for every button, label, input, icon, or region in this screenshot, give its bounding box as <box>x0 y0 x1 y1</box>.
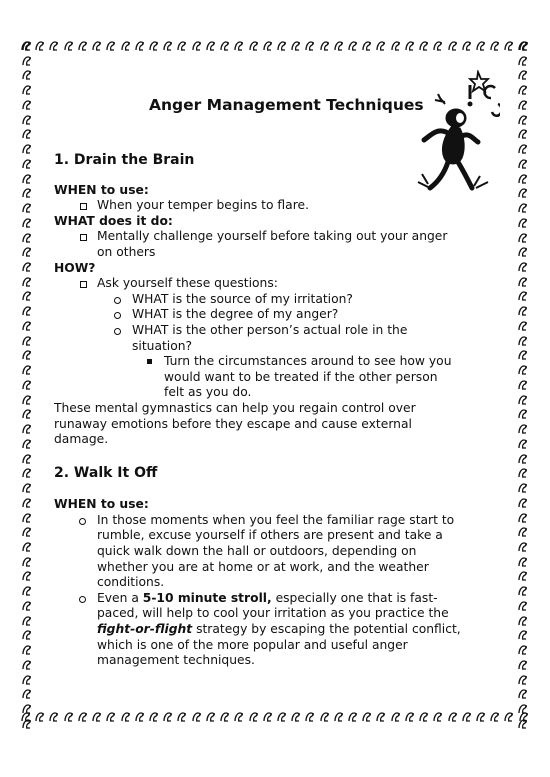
section1-when-label: WHEN to use: <box>54 182 149 197</box>
border-ornament-icon <box>517 217 529 229</box>
border-ornament-icon <box>134 711 146 725</box>
border-ornament-icon <box>517 349 529 361</box>
border-ornament-icon <box>333 711 345 725</box>
b2-line4: which is one of the more popular and useful anger <box>97 637 408 652</box>
border-ornament-icon <box>404 40 416 54</box>
border-ornament-icon <box>162 711 174 725</box>
border-ornament-icon <box>105 40 117 54</box>
border-ornament-icon <box>517 585 529 597</box>
border-ornament-icon <box>21 703 33 715</box>
border-ornament-icon <box>21 158 33 170</box>
b2-emph: fight-or-flight <box>97 622 193 637</box>
border-ornament-icon <box>21 688 33 700</box>
border-ornament-icon <box>21 629 33 641</box>
border-ornament-icon <box>21 246 33 258</box>
border-ornament-icon <box>517 84 529 96</box>
border-ornament-icon <box>21 526 33 538</box>
border-ornament-icon <box>21 276 33 288</box>
border-ornament-icon <box>517 541 529 553</box>
border-ornament-icon <box>447 40 459 54</box>
question-2: WHAT is the degree of my anger? <box>112 307 464 323</box>
border-ornament-icon <box>517 615 529 627</box>
border-ornament-icon <box>21 394 33 406</box>
b2-line2: paced, will help to cool your irritation as you practice the <box>97 606 449 621</box>
border-ornament-icon <box>21 600 33 612</box>
border-ornament-icon <box>21 202 33 214</box>
border-ornament-icon <box>63 711 75 725</box>
border-ornament-icon <box>21 541 33 553</box>
border-ornament-icon <box>21 99 33 111</box>
border-ornament-icon <box>233 40 245 54</box>
border-ornament-icon <box>517 467 529 479</box>
border-ornament-icon <box>21 408 33 420</box>
b2-post: especially one that is fast- <box>271 590 438 605</box>
border-ornament-icon <box>461 711 473 725</box>
b2-line5: management techniques. <box>97 653 255 668</box>
border-ornament-icon <box>517 497 529 509</box>
border-ornament-icon <box>21 644 33 656</box>
border-ornament-icon <box>21 128 33 140</box>
border-ornament-icon <box>233 711 245 725</box>
section2-bullet-2 <box>77 591 464 669</box>
border-ornament-icon <box>489 40 501 54</box>
border-ornament-icon <box>205 711 217 725</box>
border-ornament-icon <box>304 711 316 725</box>
border-ornament-icon <box>517 703 529 715</box>
border-ornament-icon <box>461 40 473 54</box>
border-ornament-icon <box>517 128 529 140</box>
question-3-line2: situation? <box>132 338 193 353</box>
border-ornament-icon <box>517 379 529 391</box>
border-ornament-icon <box>21 674 33 686</box>
border-ornament-icon <box>517 261 529 273</box>
border-ornament-icon <box>21 482 33 494</box>
border-ornament-icon <box>21 379 33 391</box>
border-ornament-icon <box>91 711 103 725</box>
border-ornament-icon <box>517 570 529 582</box>
border-ornament-icon <box>91 40 103 54</box>
border-ornament-icon <box>503 711 515 725</box>
border-ornament-icon <box>517 246 529 258</box>
border-ornament-icon <box>21 69 33 81</box>
border-ornament-icon <box>347 711 359 725</box>
border-ornament-icon <box>517 556 529 568</box>
b1-line4: whether you are at home or at work, and the weather <box>97 559 429 574</box>
border-ornament-icon <box>21 467 33 479</box>
border-ornament-icon <box>517 99 529 111</box>
b2-line3 <box>97 622 464 638</box>
border-ornament-icon <box>517 114 529 126</box>
border-ornament-icon <box>489 711 501 725</box>
section2-bullet-1 <box>77 513 464 591</box>
border-ornament-icon <box>134 40 146 54</box>
border-ornament-icon <box>21 438 33 450</box>
border-ornament-icon <box>48 711 60 725</box>
border-ornament-icon <box>21 659 33 671</box>
section2-when-label: WHEN to use: <box>54 497 149 512</box>
b2-bold: 5-10 minute stroll, <box>142 590 272 605</box>
border-ornament-icon <box>517 482 529 494</box>
border-ornament-icon <box>517 187 529 199</box>
border-ornament-icon <box>375 711 387 725</box>
border-ornament-icon <box>162 40 174 54</box>
b2-line3-post: strategy by escaping the potential conflict, <box>192 622 461 637</box>
border-ornament-icon <box>475 711 487 725</box>
border-ornament-icon <box>191 711 203 725</box>
border-ornament-icon <box>34 40 46 54</box>
b1-line3: quick walk down the hall or outdoors, depending on <box>97 544 417 559</box>
border-ornament-icon <box>21 453 33 465</box>
border-ornament-icon <box>21 335 33 347</box>
border-ornament-icon <box>517 659 529 671</box>
border-ornament-icon <box>517 629 529 641</box>
question-3 <box>112 323 464 354</box>
border-ornament-icon <box>517 55 529 67</box>
border-ornament-icon <box>517 644 529 656</box>
border-ornament-icon <box>120 40 132 54</box>
border-ornament-icon <box>276 711 288 725</box>
section1-when-item: When your temper begins to flare. <box>77 198 464 214</box>
border-ornament-icon <box>517 158 529 170</box>
border-ornament-icon <box>176 711 188 725</box>
section1-how-label: HOW? <box>54 260 96 275</box>
border-bottom <box>20 711 530 725</box>
b2-line1 <box>97 591 464 607</box>
border-ornament-icon <box>319 711 331 725</box>
border-ornament-icon <box>21 615 33 627</box>
b2-pre: Even a <box>97 590 143 605</box>
border-ornament-icon <box>21 320 33 332</box>
border-ornament-icon <box>48 40 60 54</box>
border-ornament-icon <box>517 512 529 524</box>
border-ornament-icon <box>333 40 345 54</box>
border-ornament-icon <box>517 408 529 420</box>
border-ornament-icon <box>304 40 316 54</box>
border-ornament-icon <box>517 688 529 700</box>
border-ornament-icon <box>517 438 529 450</box>
border-ornament-icon <box>191 40 203 54</box>
what-item-line2: on others <box>97 244 156 259</box>
document-body <box>54 93 464 669</box>
section1-closing <box>54 401 464 448</box>
page-title: Anger Management Techniques <box>149 96 424 114</box>
border-ornament-icon <box>517 453 529 465</box>
border-right <box>516 40 530 730</box>
border-ornament-icon <box>262 711 274 725</box>
border-ornament-icon <box>205 40 217 54</box>
section1-how-item: Ask yourself these questions: <box>77 276 464 292</box>
sub-item-line2: would want to be treated if the other person <box>164 369 438 384</box>
section1-what-item <box>77 229 464 260</box>
border-ornament-icon <box>404 711 416 725</box>
question-1: WHAT is the source of my irritation? <box>112 292 464 308</box>
border-ornament-icon <box>290 40 302 54</box>
border-ornament-icon <box>517 276 529 288</box>
border-ornament-icon <box>418 40 430 54</box>
border-ornament-icon <box>517 69 529 81</box>
border-ornament-icon <box>21 261 33 273</box>
border-ornament-icon <box>517 423 529 435</box>
border-ornament-icon <box>503 40 515 54</box>
border-left <box>20 40 34 730</box>
border-ornament-icon <box>517 143 529 155</box>
border-ornament-icon <box>390 711 402 725</box>
what-item-line1: Mentally challenge yourself before taking out your anger <box>97 229 448 244</box>
border-ornament-icon <box>21 305 33 317</box>
border-ornament-icon <box>517 335 529 347</box>
border-ornament-icon <box>21 585 33 597</box>
border-ornament-icon <box>21 718 33 730</box>
border-ornament-icon <box>21 84 33 96</box>
border-ornament-icon <box>262 40 274 54</box>
border-ornament-icon <box>290 711 302 725</box>
border-ornament-icon <box>432 711 444 725</box>
border-ornament-icon <box>276 40 288 54</box>
sub-item-line3: felt as you do. <box>164 385 252 400</box>
border-ornament-icon <box>21 512 33 524</box>
border-ornament-icon <box>432 40 444 54</box>
border-ornament-icon <box>21 364 33 376</box>
border-ornament-icon <box>21 187 33 199</box>
border-ornament-icon <box>21 290 33 302</box>
border-ornament-icon <box>375 40 387 54</box>
border-ornament-icon <box>517 364 529 376</box>
border-ornament-icon <box>219 711 231 725</box>
border-ornament-icon <box>21 173 33 185</box>
border-ornament-icon <box>517 173 529 185</box>
border-ornament-icon <box>21 556 33 568</box>
border-ornament-icon <box>148 40 160 54</box>
border-ornament-icon <box>21 217 33 229</box>
border-ornament-icon <box>361 711 373 725</box>
section2-heading: 2. Walk It Off <box>54 464 158 481</box>
border-ornament-icon <box>21 40 33 52</box>
border-ornament-icon <box>219 40 231 54</box>
border-ornament-icon <box>21 349 33 361</box>
border-ornament-icon <box>21 114 33 126</box>
border-ornament-icon <box>517 232 529 244</box>
border-ornament-icon <box>21 232 33 244</box>
closing-line1: These mental gymnastics can help you regain control over <box>54 400 416 415</box>
closing-line3: damage. <box>54 432 109 447</box>
closing-line2: runaway emotions before they escape and cause external <box>54 416 412 431</box>
border-ornament-icon <box>21 423 33 435</box>
border-ornament-icon <box>517 718 529 730</box>
section1-heading: 1. Drain the Brain <box>54 152 195 168</box>
border-ornament-icon <box>77 711 89 725</box>
border-ornament-icon <box>517 600 529 612</box>
border-ornament-icon <box>34 711 46 725</box>
border-ornament-icon <box>517 202 529 214</box>
border-ornament-icon <box>517 320 529 332</box>
border-ornament-icon <box>517 394 529 406</box>
border-ornament-icon <box>21 570 33 582</box>
border-ornament-icon <box>21 55 33 67</box>
border-ornament-icon <box>418 711 430 725</box>
border-ornament-icon <box>517 674 529 686</box>
border-ornament-icon <box>248 711 260 725</box>
b1-line2: rumble, excuse yourself if others are present and take a <box>97 528 443 543</box>
border-ornament-icon <box>447 711 459 725</box>
border-ornament-icon <box>347 40 359 54</box>
border-ornament-icon <box>105 711 117 725</box>
border-ornament-icon <box>248 40 260 54</box>
border-ornament-icon <box>475 40 487 54</box>
border-top <box>20 40 530 54</box>
sub-item-line1: Turn the circumstances around to see how you <box>164 354 452 369</box>
border-ornament-icon <box>390 40 402 54</box>
border-ornament-icon <box>517 305 529 317</box>
border-ornament-icon <box>120 711 132 725</box>
border-ornament-icon <box>517 526 529 538</box>
border-ornament-icon <box>517 40 529 52</box>
border-ornament-icon <box>361 40 373 54</box>
sub-item <box>144 354 464 401</box>
border-ornament-icon <box>517 290 529 302</box>
border-ornament-icon <box>176 40 188 54</box>
b1-line1: In those moments when you feel the familiar rage start to <box>97 512 455 527</box>
section1-what-label: WHAT does it do: <box>54 213 173 228</box>
question-3-line1: WHAT is the other person’s actual role in the <box>132 322 408 337</box>
border-ornament-icon <box>319 40 331 54</box>
border-ornament-icon <box>21 497 33 509</box>
border-ornament-icon <box>148 711 160 725</box>
border-ornament-icon <box>77 40 89 54</box>
border-ornament-icon <box>63 40 75 54</box>
border-ornament-icon <box>21 143 33 155</box>
b1-line5: conditions. <box>97 575 165 590</box>
